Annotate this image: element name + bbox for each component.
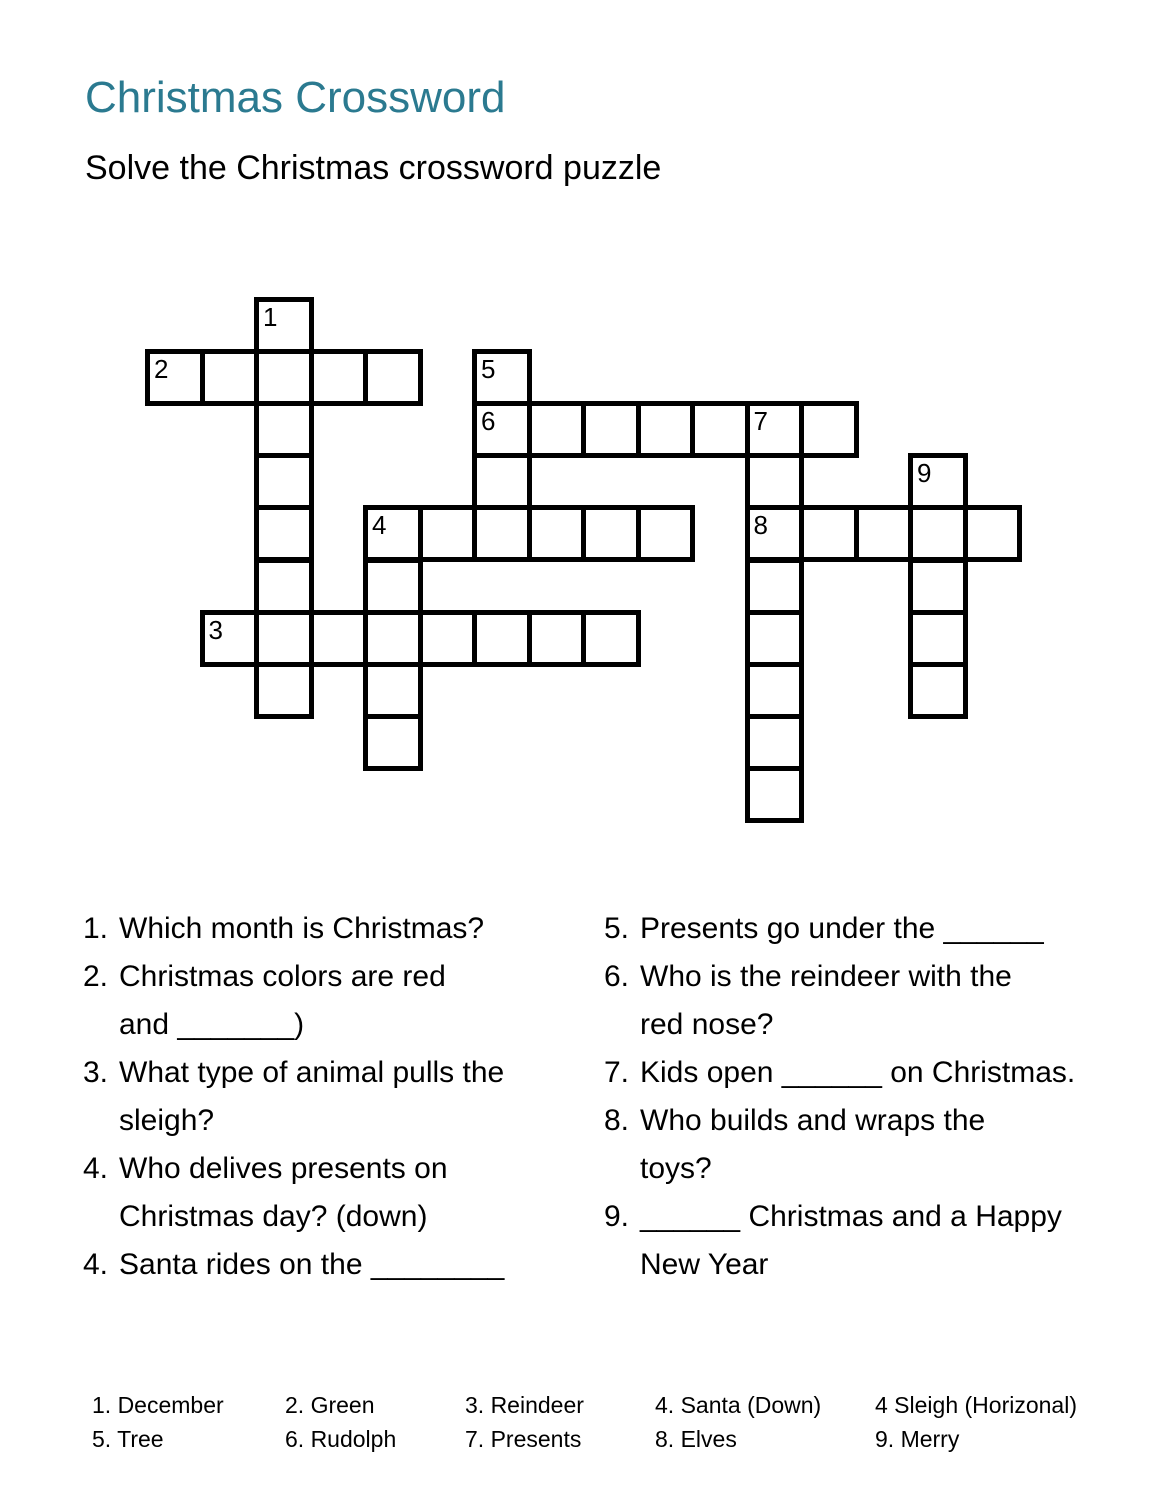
grid-cell[interactable] — [254, 349, 314, 406]
grid-cell[interactable] — [745, 714, 805, 771]
grid-cell[interactable] — [908, 558, 968, 615]
grid-cell[interactable] — [854, 505, 914, 562]
clue-line: Who is the reindeer with the — [640, 960, 1012, 993]
grid-cell[interactable] — [527, 610, 587, 667]
grid-cell[interactable] — [636, 505, 696, 562]
clue-text — [119, 1145, 588, 1241]
grid-cell[interactable] — [200, 349, 260, 406]
grid-cell[interactable] — [799, 401, 859, 458]
clue-line: sleigh? — [119, 1104, 215, 1137]
clue-item — [604, 1097, 1144, 1193]
clue-line: toys? — [640, 1152, 712, 1185]
clue-line: Santa rides on the ________ — [119, 1248, 505, 1281]
grid-cell[interactable] — [363, 349, 423, 406]
grid-cell[interactable] — [363, 610, 423, 667]
grid-cell[interactable] — [472, 505, 532, 562]
clue-text — [640, 953, 1144, 1049]
clue-line: Who delives presents on — [119, 1152, 448, 1185]
clue-text — [640, 1049, 1144, 1097]
clue-line: and _______) — [119, 1008, 305, 1041]
grid-cell[interactable] — [309, 349, 369, 406]
answer-key-item: 8. Elves — [655, 1426, 737, 1452]
answer-key-item: 7. Presents — [465, 1426, 582, 1452]
cell-number: 2 — [154, 354, 169, 385]
cell-number: 7 — [753, 406, 768, 437]
clue-item — [604, 1193, 1144, 1289]
answer-key-item: 9. Merry — [875, 1426, 960, 1452]
grid-cell[interactable] — [636, 401, 696, 458]
page-title: Christmas Crossword — [85, 73, 506, 122]
clue-line: Which month is Christmas? — [119, 912, 485, 945]
clue-text — [640, 1193, 1144, 1289]
answer-key-item: 3. Reindeer — [465, 1392, 584, 1418]
grid-cell[interactable] — [418, 505, 478, 562]
grid-cell[interactable] — [363, 662, 423, 719]
clue-number: 5. — [604, 912, 630, 945]
clue-item — [83, 1049, 588, 1145]
answer-key-item: 4. Santa (Down) — [655, 1392, 822, 1418]
cell-number: 1 — [263, 302, 278, 332]
clue-line: Presents go under the ______ — [640, 912, 1044, 945]
grid-cell[interactable] — [418, 610, 478, 667]
grid-cell[interactable] — [799, 505, 859, 562]
clue-text — [119, 953, 588, 1049]
grid-cell[interactable] — [363, 558, 423, 615]
answer-key-item: 5. Tree — [92, 1426, 164, 1452]
clue-line: red nose? — [640, 1008, 774, 1041]
grid-cell[interactable] — [254, 453, 314, 510]
clue-number: 7. — [604, 1056, 630, 1089]
clue-text — [640, 905, 1144, 953]
clue-item — [604, 953, 1144, 1049]
grid-cell[interactable] — [581, 505, 641, 562]
clue-number: 1. — [83, 912, 109, 945]
clue-item — [83, 953, 588, 1049]
clue-number: 8. — [604, 1104, 630, 1137]
grid-cell[interactable] — [963, 505, 1023, 562]
clue-item — [604, 1049, 1144, 1097]
grid-cell[interactable] — [254, 610, 314, 667]
cell-number: 4 — [372, 510, 387, 541]
clue-line: Kids open ______ on Christmas. — [640, 1056, 1076, 1089]
clue-number: 6. — [604, 960, 630, 993]
answer-key-item: 2. Green — [285, 1392, 375, 1418]
grid-cell[interactable] — [745, 610, 805, 667]
cell-number: 6 — [481, 406, 496, 437]
cell-number: 3 — [208, 614, 223, 645]
clue-text — [640, 1097, 1144, 1193]
grid-cell[interactable] — [472, 610, 532, 667]
clue-line: Christmas colors are red — [119, 960, 446, 993]
cell-number: 8 — [753, 510, 768, 541]
page-subtitle: Solve the Christmas crossword puzzle — [85, 149, 662, 187]
clue-text — [119, 1241, 588, 1289]
clue-text — [119, 1049, 588, 1145]
grid-cell[interactable] — [527, 505, 587, 562]
clue-item — [83, 1145, 588, 1241]
grid-cell[interactable] — [527, 401, 587, 458]
answer-key-item: 1. December — [92, 1392, 224, 1418]
clues-column-left — [83, 905, 588, 1289]
grid-cell[interactable] — [908, 505, 968, 562]
clue-line: New Year — [640, 1248, 769, 1281]
grid-cell[interactable] — [581, 610, 641, 667]
grid-cell[interactable] — [254, 401, 314, 458]
grid-cell[interactable] — [254, 558, 314, 615]
cell-number: 9 — [917, 458, 932, 489]
grid-cell[interactable] — [254, 662, 314, 719]
clue-item — [604, 905, 1144, 953]
clue-number: 4. — [83, 1152, 109, 1185]
clue-text — [119, 905, 588, 953]
grid-cell[interactable] — [690, 401, 750, 458]
clues-column-right — [604, 905, 1144, 1289]
answer-key — [92, 1388, 1122, 1456]
crossword-grid — [145, 297, 1045, 827]
clue-number: 3. — [83, 1056, 109, 1089]
grid-cell[interactable] — [363, 714, 423, 771]
answer-key-item: 4 Sleigh (Horizonal) — [875, 1392, 1077, 1418]
grid-cell[interactable] — [908, 610, 968, 667]
grid-cell[interactable] — [254, 505, 314, 562]
grid-cell[interactable] — [745, 766, 805, 823]
cell-number: 5 — [481, 354, 496, 385]
clue-line: Christmas day? (down) — [119, 1200, 428, 1233]
grid-cell[interactable] — [745, 662, 805, 719]
clue-number: 9. — [604, 1200, 630, 1233]
clue-item — [83, 905, 588, 953]
grid-cell[interactable] — [472, 453, 532, 510]
clue-line: Who builds and wraps the — [640, 1104, 986, 1137]
clue-line: What type of animal pulls the — [119, 1056, 505, 1089]
clue-number: 4. — [83, 1248, 109, 1281]
grid-cell[interactable] — [581, 401, 641, 458]
answer-key-item: 6. Rudolph — [285, 1426, 397, 1452]
grid-cell[interactable] — [309, 610, 369, 667]
grid-cell[interactable] — [745, 453, 805, 510]
clue-line: ______ Christmas and a Happy — [640, 1200, 1062, 1233]
grid-cell[interactable] — [745, 558, 805, 615]
clue-number: 2. — [83, 960, 109, 993]
grid-cell[interactable] — [908, 662, 968, 719]
clue-item — [83, 1241, 588, 1289]
